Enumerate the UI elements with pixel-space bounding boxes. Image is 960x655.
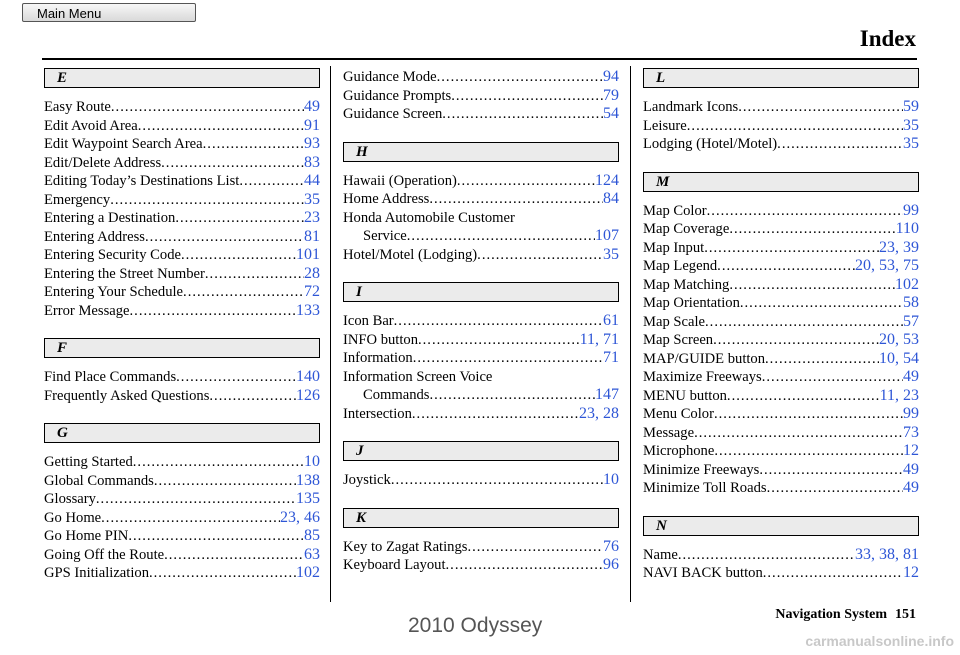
column-divider (330, 66, 331, 602)
index-entry (643, 387, 919, 406)
dot-leader (175, 209, 304, 228)
dot-leader (767, 479, 903, 498)
main-menu-button[interactable]: Main Menu (22, 3, 196, 22)
index-entry-page-link[interactable]: 11, 23 (879, 386, 919, 404)
index-entry (643, 405, 919, 424)
index-entry (44, 527, 320, 546)
dot-leader (717, 257, 855, 276)
index-entry-page-link[interactable]: 135 (296, 490, 320, 507)
index-entry (643, 239, 919, 258)
section-header-k: K (343, 508, 619, 528)
index-entry-page-link[interactable]: 57 (903, 312, 919, 330)
index-entry-page-link[interactable]: 147 (595, 386, 619, 403)
index-entry-page-link[interactable]: 23, 28 (579, 404, 619, 422)
dot-leader (694, 424, 903, 443)
spacer (343, 264, 619, 282)
index-entry-page-link[interactable]: 44 (304, 172, 320, 189)
index-entry-page-link[interactable]: 124 (595, 171, 619, 189)
index-entry-term: Service (363, 228, 407, 244)
index-entry-page-link[interactable]: 138 (296, 471, 320, 489)
index-entry-term: Edit/Delete Address (44, 154, 162, 171)
site-watermark: carmanualsonline.info (805, 633, 954, 649)
index-entry (643, 276, 919, 295)
dot-leader (110, 191, 304, 210)
index-column-2 (343, 68, 619, 575)
index-entry-term: Guidance Prompts (343, 87, 452, 104)
index-entry-term: Information (343, 350, 413, 366)
index-entry (44, 246, 320, 265)
index-entry-term: Entering the Street Number (44, 265, 205, 282)
index-entry-term: Global Commands (44, 472, 154, 489)
dot-leader (705, 313, 903, 332)
dot-leader (714, 442, 903, 461)
index-entry (643, 546, 919, 565)
index-entry-term: Map Screen (643, 332, 714, 348)
index-entry-page-link[interactable]: 102 (296, 564, 320, 581)
dot-leader (777, 135, 903, 154)
spacer (343, 302, 619, 312)
index-entry-term: Easy Route (44, 99, 111, 115)
index-entry (44, 209, 320, 228)
index-entry (643, 257, 919, 276)
index-entry-page-link[interactable]: 35 (903, 135, 919, 152)
index-entry-term: Guidance Screen (343, 106, 443, 122)
dot-leader (130, 302, 296, 321)
dot-leader (729, 276, 895, 295)
dot-leader (111, 98, 304, 117)
index-entry-term: Go Home (44, 509, 102, 526)
index-entry-term: INFO button (343, 331, 418, 348)
index-entry-page-link[interactable]: 85 (304, 527, 320, 544)
dot-leader (429, 190, 603, 209)
index-entry-page-link[interactable]: 133 (296, 301, 320, 319)
dot-leader (161, 154, 304, 173)
spacer (44, 358, 320, 368)
index-entry-term: Entering a Destination (44, 210, 176, 226)
dot-leader (412, 405, 579, 424)
index-entry (643, 564, 919, 583)
section-header-g: G (44, 423, 320, 443)
index-entry-term: Home Address (343, 191, 430, 207)
index-entry-page-link[interactable]: 83 (304, 153, 320, 171)
dot-leader (138, 117, 304, 136)
index-entry-term: Map Coverage (643, 221, 730, 237)
index-entry-first-line: Honda Automobile Customer (343, 209, 515, 226)
index-entry (44, 564, 320, 583)
index-entry-term: Commands (363, 387, 430, 403)
dot-leader (740, 294, 903, 313)
index-entry-page-link[interactable]: 35 (304, 190, 320, 208)
index-entry-page-link[interactable]: 99 (903, 201, 919, 219)
index-entry-term: Hawaii (Operation) (343, 172, 457, 189)
index-entry-term: Map Color (643, 202, 707, 219)
dot-leader (183, 283, 304, 302)
index-entry (643, 479, 919, 498)
dot-leader (149, 564, 296, 583)
index-entry-page-link[interactable]: 140 (296, 368, 320, 385)
index-entry-page-link[interactable]: 73 (903, 423, 919, 441)
index-entry-page-link[interactable]: 12 (903, 564, 919, 581)
dot-leader (418, 331, 580, 350)
index-entry (343, 386, 619, 405)
index-entry-term: Key to Zagat Ratings (343, 538, 468, 555)
index-entry (343, 405, 619, 424)
index-entry-term: Frequently Asked Questions (44, 387, 210, 404)
index-entry-term: Name (643, 546, 678, 563)
dot-leader (678, 546, 855, 565)
index-entry (643, 313, 919, 332)
index-entry-page-link[interactable]: 20, 53, 75 (855, 257, 919, 274)
index-entry-page-link[interactable]: 79 (603, 86, 619, 104)
index-entry (44, 228, 320, 247)
index-entry-term: Edit Avoid Area (44, 117, 138, 134)
index-entry-term: Emergency (44, 191, 111, 208)
index-entry-term: Minimize Toll Roads (643, 480, 767, 496)
index-entry-term: MAP/GUIDE button (643, 350, 766, 367)
dot-leader (763, 564, 903, 583)
index-entry-term: Editing Today’s Destinations List (44, 173, 240, 189)
spacer (343, 423, 619, 441)
dot-leader (446, 556, 603, 575)
index-entry (343, 349, 619, 368)
index-entry (44, 302, 320, 321)
spacer (643, 536, 919, 546)
dot-leader (759, 461, 903, 480)
dot-leader (729, 220, 895, 239)
spacer (343, 124, 619, 142)
index-entry (643, 350, 919, 369)
dot-leader (762, 368, 903, 387)
index-entry-term: Microphone (643, 443, 715, 459)
dot-leader (437, 68, 603, 87)
index-entry (44, 546, 320, 565)
index-entry-term: Guidance Mode (343, 69, 437, 85)
model-watermark: 2010 Odyssey (408, 614, 543, 637)
index-entry-term: Map Matching (643, 276, 730, 293)
spacer (44, 405, 320, 423)
index-entry-page-link[interactable]: 35 (603, 245, 619, 263)
dot-leader (154, 472, 296, 491)
index-entry-term: GPS Initialization (44, 565, 149, 581)
dot-leader (429, 386, 595, 405)
dot-leader (394, 312, 603, 331)
index-entry (643, 368, 919, 387)
index-entry (44, 98, 320, 117)
index-entry-term: Map Orientation (643, 295, 740, 311)
index-entry-term: Getting Started (44, 454, 133, 470)
index-entry-page-link[interactable]: 71 (603, 349, 619, 366)
dot-leader (181, 246, 296, 265)
index-entry (343, 105, 619, 124)
index-entry (643, 442, 919, 461)
index-entry-term: Landmark Icons (643, 99, 739, 115)
index-entry (44, 154, 320, 173)
index-entry (643, 98, 919, 117)
index-entry-page-link[interactable]: 49 (903, 460, 919, 478)
index-entry (643, 202, 919, 221)
index-entry-term: Map Input (643, 239, 705, 256)
spacer (643, 498, 919, 516)
index-entry-page-link[interactable]: 28 (304, 264, 320, 282)
index-entry-term: Go Home PIN (44, 528, 129, 544)
dot-leader (205, 265, 304, 284)
dot-leader (407, 227, 595, 246)
index-entry-page-link[interactable]: 99 (903, 405, 919, 422)
index-entry-page-link[interactable]: 72 (304, 283, 320, 300)
index-entry-first-line: Information Screen Voice (343, 368, 493, 385)
footer-section-name: Navigation System (775, 607, 887, 622)
title-divider (42, 58, 917, 60)
footer-page-label (775, 607, 916, 623)
spacer (44, 88, 320, 98)
spacer (643, 192, 919, 202)
index-entry-term: Lodging (Hotel/Motel) (643, 136, 778, 152)
index-entry (643, 294, 919, 313)
dot-leader (96, 490, 296, 509)
index-entry-term: Menu Color (643, 406, 714, 422)
index-entry-term: Maximize Freeways (643, 369, 762, 385)
dot-leader (413, 349, 603, 368)
spacer (343, 490, 619, 508)
section-header-f: F (44, 338, 320, 358)
index-entry-page-link[interactable]: 94 (603, 68, 619, 85)
index-entry-term: Leisure (643, 117, 687, 134)
index-entry-term: Message (643, 424, 695, 441)
index-entry-page-link[interactable]: 23 (304, 209, 320, 226)
index-entry (343, 556, 619, 575)
index-entry-page-link[interactable]: 63 (304, 545, 320, 563)
index-entry-page-link[interactable]: 54 (603, 105, 619, 122)
index-entry (44, 490, 320, 509)
index-entry-term: MENU button (643, 387, 727, 404)
index-entry-page-link[interactable]: 12 (903, 442, 919, 459)
index-entry (343, 68, 619, 87)
spacer (44, 443, 320, 453)
index-entry (643, 331, 919, 350)
index-entry (343, 538, 619, 557)
dot-leader (467, 538, 603, 557)
index-entry-page-link[interactable]: 35 (903, 116, 919, 134)
index-entry-page-link[interactable]: 23, 46 (280, 508, 320, 526)
dot-leader (738, 98, 903, 117)
footer-page-number: 151 (895, 607, 916, 622)
index-entry (343, 246, 619, 265)
index-entry-term: NAVI BACK button (643, 565, 763, 581)
section-header-j: J (343, 441, 619, 461)
index-entry-page-link[interactable]: 10 (304, 453, 320, 470)
index-entry-term: Error Message (44, 302, 130, 319)
index-entry (343, 172, 619, 191)
index-entry (44, 135, 320, 154)
dot-leader (145, 228, 304, 247)
index-entry (343, 312, 619, 331)
index-entry (643, 461, 919, 480)
dot-leader (687, 117, 903, 136)
index-entry (44, 453, 320, 472)
spacer (643, 154, 919, 172)
index-column-3 (643, 68, 919, 583)
index-entry (44, 172, 320, 191)
index-entry-page-link[interactable]: 107 (595, 227, 619, 244)
dot-leader (133, 453, 304, 472)
column-divider (630, 66, 631, 602)
index-entry (643, 117, 919, 136)
dot-leader (101, 509, 280, 528)
index-entry-page-link[interactable]: 126 (296, 386, 320, 404)
index-entry (343, 87, 619, 106)
index-entry-page-link[interactable]: 96 (603, 556, 619, 573)
section-header-h: H (343, 142, 619, 162)
spacer (643, 88, 919, 98)
dot-leader (176, 368, 296, 387)
index-entry-page-link[interactable]: 93 (304, 135, 320, 152)
page-title: Index (859, 26, 916, 51)
dot-leader (164, 546, 304, 565)
index-entry (343, 471, 619, 490)
index-entry-term: Entering Your Schedule (44, 284, 184, 300)
dot-leader (209, 387, 296, 406)
index-entry-page-link[interactable]: 91 (304, 116, 320, 134)
index-entry-page-link[interactable]: 10 (603, 471, 619, 488)
index-entry (343, 190, 619, 209)
index-entry (44, 387, 320, 406)
index-entry-term: Entering Address (44, 228, 145, 245)
index-entry (44, 191, 320, 210)
index-entry-page-link[interactable]: 10, 54 (879, 349, 919, 367)
index-entry-page-link[interactable]: 20, 53 (879, 331, 919, 348)
index-entry-page-link[interactable]: 11, 71 (579, 330, 619, 348)
dot-leader (707, 202, 903, 221)
index-entry (343, 227, 619, 246)
section-header-e: E (44, 68, 320, 88)
index-entry-term: Hotel/Motel (Lodging) (343, 246, 478, 263)
section-header-m: M (643, 172, 919, 192)
spacer (343, 162, 619, 172)
index-entry (44, 472, 320, 491)
dot-leader (457, 172, 595, 191)
index-entry (44, 265, 320, 284)
index-entry-term: Edit Waypoint Search Area (44, 136, 203, 152)
dot-leader (128, 527, 304, 546)
index-entry-page-link[interactable]: 84 (603, 190, 619, 207)
index-entry-page-link[interactable]: 49 (903, 479, 919, 496)
index-entry (643, 220, 919, 239)
index-entry (643, 135, 919, 154)
dot-leader (451, 87, 603, 106)
index-entry-term: Find Place Commands (44, 369, 177, 385)
section-header-i: I (343, 282, 619, 302)
section-header-l: L (643, 68, 919, 88)
dot-leader (727, 387, 880, 406)
index-entry-page-link[interactable]: 102 (895, 275, 919, 293)
index-entry-term: Map Scale (643, 313, 706, 330)
index-entry-term: Entering Security Code (44, 247, 181, 263)
dot-leader (442, 105, 603, 124)
index-entry-term: Minimize Freeways (643, 461, 760, 478)
index-entry-page-link[interactable]: 110 (895, 220, 919, 237)
index-entry (44, 509, 320, 528)
index-entry-page-link[interactable]: 58 (903, 294, 919, 311)
dot-leader (714, 405, 903, 424)
index-entry (44, 117, 320, 136)
index-entry-term: Keyboard Layout (343, 557, 446, 573)
index-entry-term: Going Off the Route (44, 546, 165, 563)
index-entry-page-link[interactable]: 59 (903, 98, 919, 115)
index-entry-term: Glossary (44, 491, 96, 507)
spacer (343, 528, 619, 538)
index-entry (343, 331, 619, 350)
index-entry-term: Joystick (343, 472, 391, 488)
index-entry-page-link[interactable]: 76 (603, 537, 619, 555)
index-entry-term: Icon Bar (343, 313, 394, 329)
index-entry (643, 424, 919, 443)
index-entry-page-link[interactable]: 81 (304, 227, 320, 245)
dot-leader (704, 239, 879, 258)
index-entry-page-link[interactable]: 49 (903, 368, 919, 385)
index-entry (44, 368, 320, 387)
index-entry-term: Map Legend (643, 258, 718, 274)
dot-leader (391, 471, 603, 490)
dot-leader (477, 246, 603, 265)
section-header-n: N (643, 516, 919, 536)
index-entry-page-link[interactable]: 61 (603, 312, 619, 329)
index-entry-page-link[interactable]: 49 (304, 98, 320, 115)
dot-leader (765, 350, 879, 369)
index-entry-term: Intersection (343, 405, 412, 422)
dot-leader (713, 331, 879, 350)
dot-leader (203, 135, 304, 154)
dot-leader (239, 172, 304, 191)
index-entry-page-link[interactable]: 101 (296, 246, 320, 263)
index-entry (44, 283, 320, 302)
index-column-1 (44, 68, 320, 583)
index-entry-page-link[interactable]: 33, 38, 81 (855, 545, 919, 563)
spacer (44, 320, 320, 338)
index-entry-page-link[interactable]: 23, 39 (879, 238, 919, 256)
spacer (343, 461, 619, 471)
